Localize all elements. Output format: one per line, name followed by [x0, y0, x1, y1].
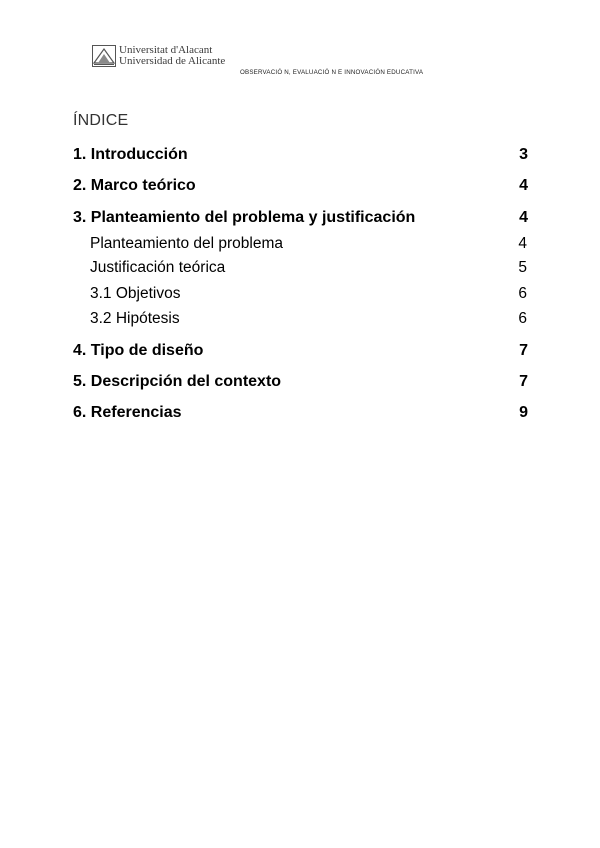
toc-entry-label: 5. Descripción del contexto [73, 373, 282, 390]
toc-title: ÍNDICE [73, 112, 129, 129]
document-header-title: OBSERVACIÓ N, EVALUACIÓ N E INNOVACIÓN EDUCATIVA [240, 69, 424, 76]
toc-entry-label: Planteamiento del problema [90, 235, 284, 252]
toc-entry-label: Justificación teórica [90, 259, 226, 276]
toc-entry-page: 7 [519, 373, 528, 390]
toc-entry-page: 4 [518, 235, 527, 252]
toc-entry-page: 3 [519, 146, 528, 163]
toc-entry-label: 6. Referencias [73, 404, 182, 421]
toc-entry-label: 3. Planteamiento del problema y justificación [73, 209, 416, 226]
toc-entry-page: 5 [518, 259, 527, 276]
toc-entry-label: 1. Introducción [73, 146, 188, 163]
toc-entry-page: 4 [519, 177, 528, 194]
toc-entry-page: 7 [519, 342, 528, 359]
toc-entry-page: 9 [519, 404, 528, 421]
toc-entry-label: 4. Tipo de diseño [73, 342, 204, 359]
university-name-line-2: Universidad de Alicante [119, 55, 226, 67]
toc-entry-page: 6 [518, 310, 527, 327]
toc-entry-label: 3.1 Objetivos [90, 285, 181, 302]
toc-entry-label: 3.2 Hipótesis [90, 310, 180, 327]
toc-entry-page: 4 [519, 209, 528, 226]
toc-entry-page: 6 [518, 285, 527, 302]
university-name-line-1: Universitat d'Alacant [119, 44, 213, 56]
toc-entry-label: 2. Marco teórico [73, 177, 196, 194]
